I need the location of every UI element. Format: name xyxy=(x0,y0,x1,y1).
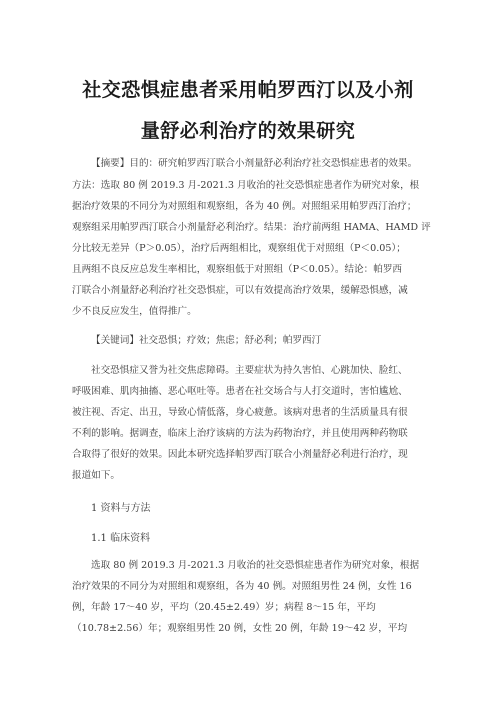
section-heading: 1 资料与方法 xyxy=(91,503,151,514)
keywords: 【关键词】社交恐惧；疗效；焦虑；舒必利；帕罗西汀 xyxy=(91,335,322,346)
abstract-line: 方法：选取 80 例 2019.3 月-2021.3 月收治的社交恐惧症患者作为研究对象，根 xyxy=(72,180,420,191)
title-line-2: 量舒必利治疗的效果研究 xyxy=(140,120,356,142)
clinical-line: 例，年龄 17～40 岁，平均（20.45±2.49）岁；病程 8～15 年，平均 xyxy=(72,602,376,613)
intro-line: 呼吸困难、肌肉抽搐、恶心呕吐等。患者在社交场合与人打交道时，害怕尴尬、 xyxy=(72,386,408,397)
abstract-line: 分比较无差异（P＞0.05），治疗后两组相比，观察组优于对照组（P＜0.05）； xyxy=(72,243,406,254)
intro-line: 社交恐惧症又誉为社交焦虑障碍。主要症状为持久害怕、心跳加快、脸红、 xyxy=(91,365,408,376)
subsection-heading: 1.1 临床资料 xyxy=(91,533,151,544)
abstract-line: 观察组采用帕罗西汀联合小剂量舒必利治疗。结果：治疗前两组 HAMA、HAMD 评 xyxy=(72,222,431,233)
clinical-line: （10.78±2.56）年；观察组男性 20 例，女性 20 例，年龄 19～42 岁，平均 xyxy=(72,623,408,634)
clinical-line: 治疗效果的不同分为对照组和观察组，各为 40 例。对照组男性 24 例，女性 16 xyxy=(72,581,412,592)
abstract-line: 据治疗效果的不同分为对照组和观察组，各为 40 例。对照组采用帕罗西汀治疗； xyxy=(72,201,417,212)
abstract-line: 少不良反应发生，值得推广。 xyxy=(72,306,197,317)
title-line-1: 社交恐惧症患者采用帕罗西汀以及小剂 xyxy=(82,79,414,101)
abstract-line: 且两组不良反应总发生率相比，观察组低于对照组（P＜0.05）。结论：帕罗西 xyxy=(72,264,403,275)
intro-line: 被注视、否定、出丑，导致心情低落，身心疲惫。该病对患者的生活质量具有很 xyxy=(72,407,408,418)
abstract-line: 汀联合小剂量舒必利治疗社交恐惧症，可以有效提高治疗效果，缓解恐惧感，减 xyxy=(72,285,408,296)
intro-line: 报道如下。 xyxy=(72,470,120,481)
abstract-line: 【摘要】目的：研究帕罗西汀联合小剂量舒必利治疗社交恐惧症患者的效果。 xyxy=(91,158,418,169)
intro-line: 合取得了很好的效果。因此本研究选择帕罗西汀联合小剂量舒必利进行治疗，现 xyxy=(72,449,408,460)
clinical-line: 选取 80 例 2019.3 月-2021.3 月收治的社交恐惧症患者作为研究对象，根据 xyxy=(91,560,420,571)
intro-line: 不利的影响。据调查，临床上治疗该病的方法为药物治疗，并且使用两种药物联 xyxy=(72,428,408,439)
